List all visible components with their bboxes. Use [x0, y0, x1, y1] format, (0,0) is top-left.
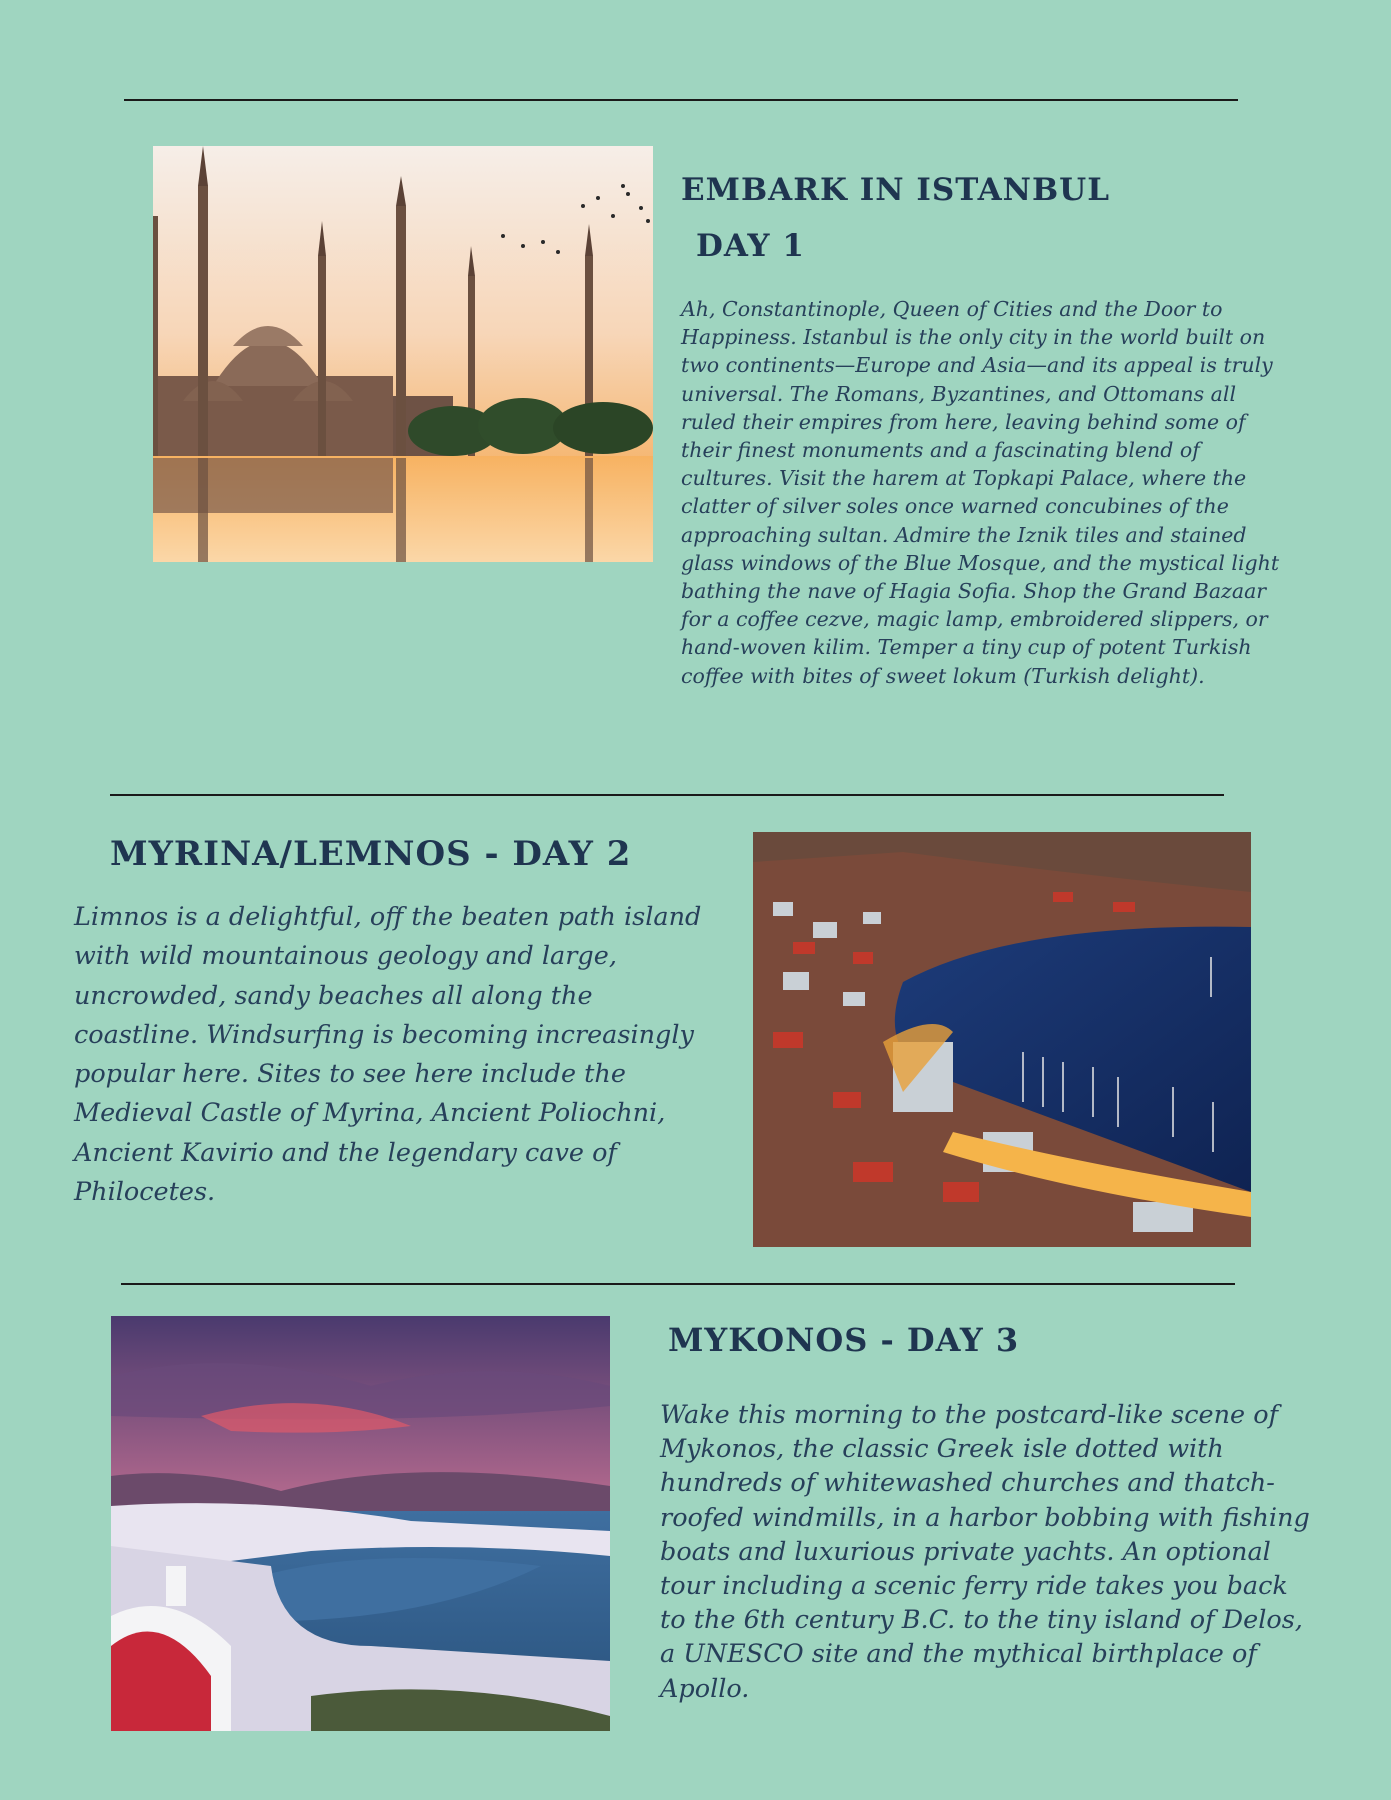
section-1-day-label: DAY 1	[696, 228, 805, 264]
section-2-description: Limnos is a delightful, off the beaten path island with wild mountainous geology and large, uncrowded, sandy beaches all along the coastline. Windsurfing is becoming increasingly popular here. Sites to see here include the Medieval Castle of Myrina, Ancient Poliochni, Ancient Kavirio and the legendary cave of Philocetes.	[74, 902, 702, 1208]
divider-middle	[110, 794, 1224, 796]
divider-bottom	[121, 1283, 1235, 1285]
section-2-title: MYRINA/LEMNOS - DAY 2	[110, 834, 632, 874]
mykonos-harbor-photo	[111, 1316, 610, 1731]
section-3-description: Wake this morning to the postcard-like scene of Mykonos, the classic Greek isle dotted with hundreds of whitewashed churches and thatch-roofed windmills, in a harbor bobbing with fishing boats and luxurious private yachts. An optional tour including a scenic ferry ride takes you back to the 6th century B.C. to the tiny island of Delos, a UNESCO site and the mythical birthplace of Apollo.	[660, 1400, 1310, 1704]
section-3-title: MYKONOS - DAY 3	[668, 1321, 1020, 1359]
istanbul-mosque-photo	[153, 146, 653, 562]
divider-top	[124, 99, 1238, 101]
lemnos-harbor-photo	[753, 832, 1251, 1247]
section-1-title: EMBARK IN ISTANBUL	[681, 172, 1111, 208]
section-1-description: Ah, Constantinople, Queen of Cities and the Door to Happiness. Istanbul is the only city in the world built on two continents—Europe and Asia—and its appeal is truly universal. The Romans, Byzantines, and Ottomans all ruled their empires from here, leaving behind some of their finest monuments and a fascinating blend of cultures. Visit the harem at Topkapi Palace, where the clatter of silver soles once warned concubines of the approaching sultan. Admire the Iznik tiles and stained glass windows of the Blue Mosque, and the mystical light bathing the nave of Hagia Sofia. Shop the Grand Bazaar for a coffee cezve, magic lamp, embroidered slippers, or hand-woven kilim. Temper a tiny cup of potent Turkish coffee with bites of sweet lokum (Turkish delight).	[681, 297, 1280, 688]
